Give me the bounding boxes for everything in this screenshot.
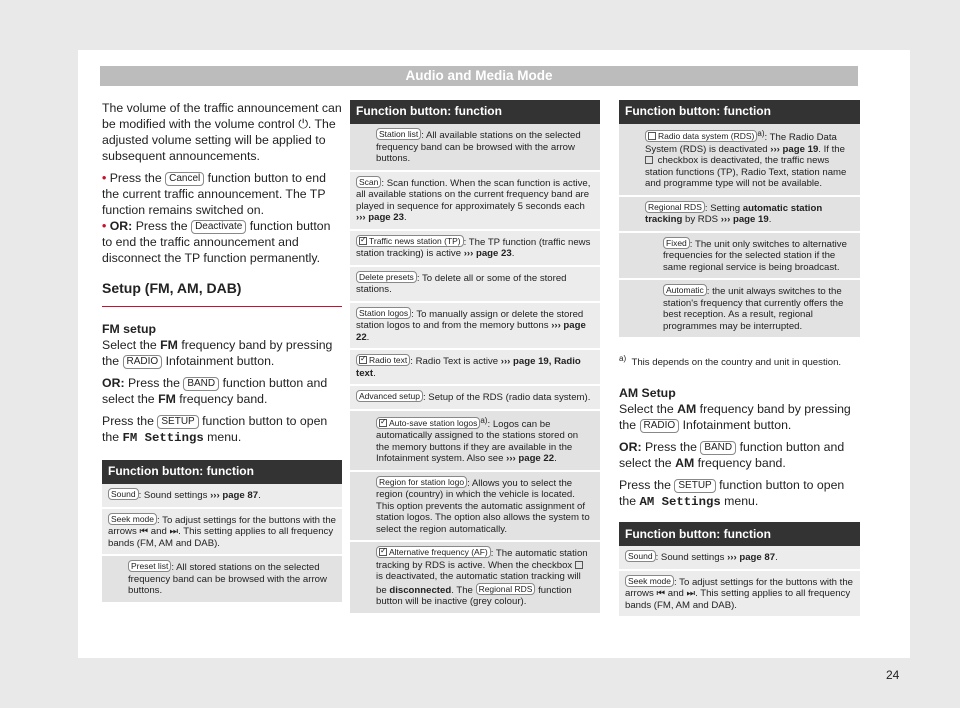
scan-button[interactable]: Scan [356, 176, 381, 188]
tp-button[interactable]: ✓Traffic news station (TP) [356, 235, 464, 247]
station-list-button[interactable]: Station list [376, 128, 421, 140]
band-button[interactable]: BAND [700, 441, 736, 455]
column-left [102, 100, 342, 604]
column-middle [350, 100, 600, 615]
checkbox-icon [359, 237, 367, 245]
radio-button[interactable]: RADIO [123, 355, 163, 369]
fixed-button[interactable]: Fixed [663, 237, 690, 249]
table-row: Fixed : The unit only switches to alternative frequencies for the selected station if the same regional service is being broadcast. [619, 232, 860, 280]
cancel-button[interactable]: Cancel [165, 172, 204, 186]
preset-list-button[interactable]: Preset list [128, 560, 171, 572]
checkbox-icon [575, 561, 583, 569]
checkbox-icon [648, 132, 656, 140]
table-title: Function button: function [619, 100, 860, 124]
deactivate-button[interactable]: Deactivate [191, 220, 246, 234]
rds-function-table [619, 100, 860, 339]
table-row: Sound : Sound settings ››› page 87. [619, 546, 860, 570]
bullet-deactivate: • OR: Press the Deactivate function button to end the traffic announcement and disconnect the TP function permanently. [102, 219, 331, 265]
power-icon: ⏻ [298, 117, 308, 131]
table-row: Delete presets : To delete all or some of the stored stations. [350, 266, 600, 302]
fm-function-table-cont [350, 100, 600, 615]
table-row: Station logos : To manually assign or delete the stored station logos to and from the memory buttons ››› page 22. [350, 302, 600, 350]
am-step-2: OR: Press the BAND function button and select the AM frequency band. [619, 440, 845, 471]
table-row: ✓Alternative frequency (AF) : The automatic station tracking by RDS is active. When the checkbox is deactivated, the automatic station tracking will be disconnected. The Regional RDS function button will be inactive (grey colour). [350, 541, 600, 614]
footnote: $^{a)}$ This depends on the country and unit in question. [619, 354, 842, 369]
table-row: Scan : Scan function. When the scan function is active, all available stations on the current frequency band are played in sequence for approximately 5 seconds each ››› page 23. [350, 171, 600, 230]
table-title: Function button: function [102, 460, 342, 484]
seek-back-icon: ⏮ [656, 588, 666, 600]
fm-setup-heading: FM setup [102, 322, 156, 336]
setup-button[interactable]: SETUP [157, 415, 198, 429]
radio-text-button[interactable]: ✓Radio text [356, 354, 410, 366]
table-row: Sound : Sound settings ››› page 87. [102, 484, 342, 508]
table-row: Seek mode : To adjust settings for the buttons with the arrows ⏮ and ⏭. This setting applies to all frequency bands (FM, AM and DAB). [619, 570, 860, 618]
table-row: Preset list : All stored stations on the selected frequency band can be browsed with the arrow buttons. [102, 555, 342, 603]
rds-button[interactable]: Radio data system (RDS) [645, 130, 757, 142]
fm-step-3: Press the SETUP function button to open the FM Settings menu. [102, 414, 328, 445]
region-logo-button[interactable]: Region for station logo [376, 476, 467, 488]
table-row: Regional RDS : Setting automatic station tracking by RDS ››› page 19. [619, 196, 860, 232]
fm-function-table [102, 460, 342, 604]
regional-rds-button[interactable]: Regional RDS [645, 201, 705, 213]
manual-page [78, 50, 910, 682]
station-logos-button[interactable]: Station logos [356, 307, 411, 319]
sound-button[interactable]: Sound [108, 488, 139, 500]
seek-back-icon: ⏮ [139, 526, 149, 537]
page-number: 24 [886, 668, 900, 682]
radio-button[interactable]: RADIO [640, 419, 680, 433]
seek-mode-button[interactable]: Seek mode [625, 575, 674, 587]
delete-presets-button[interactable]: Delete presets [356, 271, 417, 283]
automatic-button[interactable]: Automatic [663, 284, 707, 296]
table-row: ✓Traffic news station (TP) : The TP function (traffic news station tracking) is active ››› page 23. [350, 230, 600, 266]
regional-rds-button[interactable]: Regional RDS [476, 583, 536, 595]
column-right [619, 100, 860, 618]
volume-paragraph: The volume of the traffic announcement can be modified with the volume control ⏻. The adjusted volume setting will be applied to subsequent announcements. [102, 101, 342, 163]
checkbox-icon [359, 356, 367, 364]
setup-button[interactable]: SETUP [674, 479, 715, 493]
seek-mode-button[interactable]: Seek mode [108, 513, 157, 525]
table-row: Advanced setup : Setup of the RDS (radio data system). [350, 385, 600, 410]
af-button[interactable]: ✓Alternative frequency (AF) [376, 546, 491, 558]
seek-forward-icon: ⏭ [169, 526, 179, 537]
sound-button[interactable]: Sound [625, 550, 656, 562]
table-row: Region for station logo : Allows you to select the region (country) in which the vehicle is located. This option prevents the automatic assignment of station logos. The option also allows the system to select the region automatically. [350, 471, 600, 542]
band-button[interactable]: BAND [183, 377, 219, 391]
fm-step-1: Select the FM frequency band by pressing the RADIO Infotainment button. [102, 338, 333, 368]
table-title: Function button: function [619, 522, 860, 546]
am-step-3: Press the SETUP function button to open the AM Settings menu. [619, 478, 845, 510]
table-row: ✓Auto-save station logos $^{a)}$: Logos can be automatically assigned to the stations stored on the memory buttons if they are available in the Infotainment system. Also see ››› page 22. [350, 410, 600, 471]
table-row: Automatic : the unit always switches to the station's frequency that currently offers the best reception. As a result, regional programmes may be interrupted. [619, 279, 860, 338]
checkbox-icon [645, 156, 653, 164]
am-step-1: Select the AM frequency band by pressing the RADIO Infotainment button. [619, 402, 851, 433]
table-row: Seek mode : To adjust settings for the buttons with the arrows ⏮ and ⏭. This setting applies to all frequency bands (FM, AM and DAB). [102, 508, 342, 556]
bullet-cancel: • Press the Cancel function button to end the current traffic announcement. The TP function remains switched on. [102, 171, 326, 217]
am-setup-heading: AM Setup [619, 386, 676, 401]
auto-save-logos-button[interactable]: ✓Auto-save station logos [376, 417, 480, 429]
seek-forward-icon: ⏭ [686, 588, 696, 600]
section-title: Setup (FM, AM, DAB) [102, 280, 342, 307]
advanced-setup-button[interactable]: Advanced setup [356, 390, 423, 402]
checkbox-icon [379, 419, 387, 427]
fm-step-2: OR: Press the BAND function button and select the FM frequency band. [102, 376, 328, 406]
table-row: Station list : All available stations on the selected frequency band can be browsed with the arrow buttons. [350, 124, 600, 171]
page-header: Audio and Media Mode [100, 66, 858, 86]
table-title: Function button: function [350, 100, 600, 124]
table-row: Radio data system (RDS) $^{a)}$: The Radio Data System (RDS) is deactivated ››› page 19. If the checkbox is deactivated, the traffic news station functions (TP), Radio Text, station name and programme type will not be available. [619, 124, 860, 196]
am-function-table [619, 522, 860, 618]
checkbox-icon [379, 548, 387, 556]
table-row: ✓Radio text : Radio Text is active ››› page 19, Radio text. [350, 349, 600, 385]
